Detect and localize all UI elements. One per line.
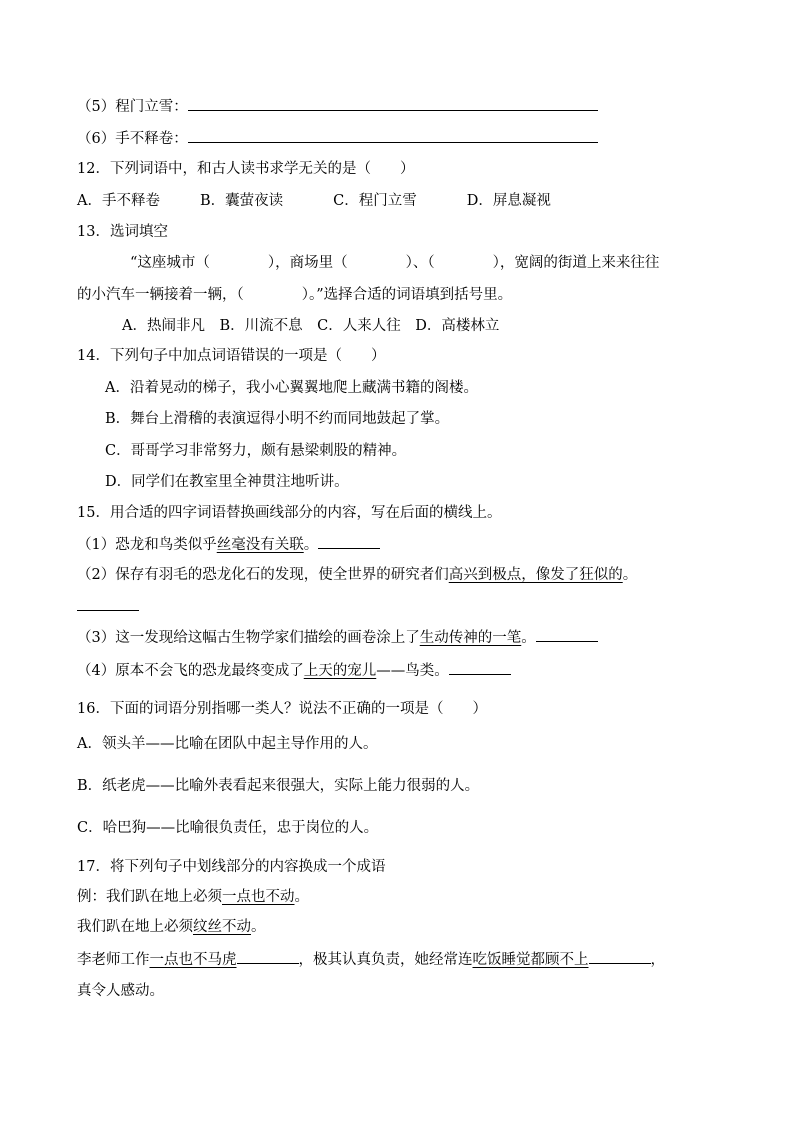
q12-option-d[interactable]: D．屏息凝视 xyxy=(466,193,551,209)
underlined-phrase: 丝毫没有关联 xyxy=(216,537,304,553)
q15-sentence-2: （2）保存有羽毛的恐龙化石的发现，使全世界的研究者们高兴到极点，像发了狂似的。 xyxy=(77,567,638,583)
underlined-phrase: 生动传神的一笔 xyxy=(419,630,522,646)
q12-options xyxy=(77,191,551,211)
q12-option-a[interactable]: A．手不释卷 xyxy=(77,193,160,209)
q12-option-b[interactable]: B．囊萤夜读 xyxy=(199,193,284,209)
underlined-phrase: 一点也不马虎 xyxy=(149,952,237,968)
q16-option-b[interactable]: B．纸老虎——比喻外表看起来很强大，实际上能力很弱的人。 xyxy=(77,778,480,794)
answer-blank[interactable] xyxy=(237,949,299,964)
answer-blank[interactable] xyxy=(318,534,380,549)
q13-passage-line-2: 的小汽车一辆接着一辆，（ ）。”选择合适的词语填到括号里。 xyxy=(77,287,513,303)
q14-option-b[interactable]: B．舞台上滑稽的表演逗得小明不约而同地鼓起了掌。 xyxy=(105,411,450,427)
item-5 xyxy=(77,96,598,117)
answer-blank[interactable] xyxy=(188,128,598,143)
q14-option-d[interactable]: D．同学们在教室里全神贯注地听讲。 xyxy=(105,474,349,490)
underlined-phrase: 吃饭睡觉都顾不上 xyxy=(472,952,589,968)
question-12: 12．下列词语中，和古人读书求学无关的是（ ） xyxy=(77,161,415,177)
question-17: 17．将下列句子中划线部分的内容换成一个成语 xyxy=(77,859,386,875)
question-15: 15．用合适的四字词语替换画线部分的内容，写在后面的横线上。 xyxy=(77,505,502,521)
answer-blank[interactable] xyxy=(536,627,598,642)
q12-option-c[interactable]: C．程门立雪 xyxy=(333,193,417,209)
q14-option-c[interactable]: C．哥哥学习非常努力，颇有悬梁刺股的精神。 xyxy=(105,443,407,459)
answer-blank[interactable] xyxy=(449,660,511,675)
q13-passage-line-1: “这座城市（ ），商场里（ ）、（ ），宽阔的街道上来来往往 xyxy=(130,255,660,271)
item-6-label: （6）手不释卷： xyxy=(77,131,188,147)
q17-sentence-line-2: 真令人感动。 xyxy=(77,983,164,999)
item-6 xyxy=(77,128,598,149)
q14-option-a[interactable]: A．沿着晃动的梯子，我小心翼翼地爬上藏满书籍的阁楼。 xyxy=(105,380,478,396)
q15-sentence-3: （3）这一发现给这幅古生物学家们描绘的画卷涂上了生动传神的一笔。 xyxy=(77,627,598,648)
item-5-label: （5）程门立雪： xyxy=(77,99,188,115)
q16-option-c[interactable]: C．哈巴狗——比喻很负责任，忠于岗位的人。 xyxy=(77,820,379,836)
underlined-phrase: 上天的宠儿 xyxy=(303,663,377,679)
q15-sentence-1: （1）恐龙和鸟类似乎丝毫没有关联。 xyxy=(77,534,380,555)
answer-blank[interactable] xyxy=(77,596,139,611)
q17-example: 例：我们趴在地上必须一点也不动。 xyxy=(77,889,309,905)
question-16: 16．下面的词语分别指哪一类人？说法不正确的一项是（ ） xyxy=(77,701,487,717)
answer-blank[interactable] xyxy=(188,96,598,111)
q16-option-a[interactable]: A．领头羊——比喻在团队中起主导作用的人。 xyxy=(77,736,378,752)
underlined-phrase: 高兴到极点，像发了狂似的 xyxy=(448,567,623,583)
underlined-phrase: 纹丝不动 xyxy=(193,919,251,935)
answer-blank[interactable] xyxy=(589,949,651,964)
q17-example-answer: 我们趴在地上必须纹丝不动。 xyxy=(77,919,266,935)
q15-sentence-4: （4）原本不会飞的恐龙最终变成了上天的宠儿——鸟类。 xyxy=(77,660,511,681)
q13-options: A．热闹非凡 B．川流不息 C．人来人往 D．高楼林立 xyxy=(122,318,500,334)
q17-sentence-line-1: 李老师工作一点也不马虎 ，极其认真负责，她经常连吃饭睡觉都顾不上 ， xyxy=(77,949,665,970)
question-14: 14．下列句子中加点词语错误的一项是（ ） xyxy=(77,348,386,364)
question-13: 13．选词填空 xyxy=(77,224,168,240)
q15-sentence-2-blank xyxy=(77,596,139,617)
underlined-phrase: 一点也不动 xyxy=(222,889,295,905)
